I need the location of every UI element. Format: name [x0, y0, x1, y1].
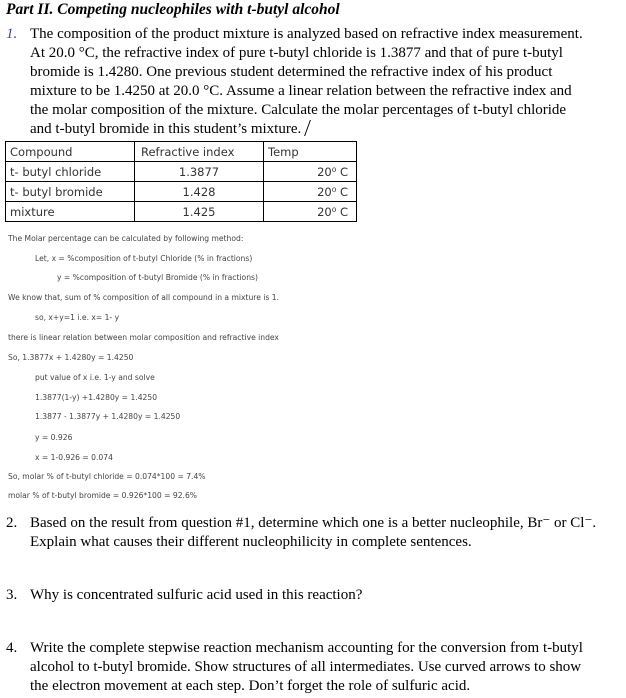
section-title: Part II. Competing nucleophiles with t-butyl alcohol [6, 1, 340, 18]
question-3 [6, 586, 624, 605]
header-cell: Compound [6, 142, 135, 162]
q4-line: the electron movement at each step. Don’t forget the role of sulfuric acid. [30, 678, 471, 694]
solution-line: 1.3877(1-y) +1.4280y = 1.4250 [35, 393, 158, 402]
cell: mixture [6, 202, 135, 222]
q3-line: Why is concentrated sulfuric acid used in this reaction? [30, 587, 363, 603]
question-2 [6, 514, 624, 552]
question-4 [6, 639, 624, 696]
cell: t- butyl chloride [6, 162, 135, 182]
header-cell: Temp [264, 142, 357, 162]
q1-line: The composition of the product mixture is analyzed based on refractive index measurement. [30, 26, 583, 42]
q1-line: bromide is 1.4280. One previous student determined the refractive index of his product [30, 64, 553, 80]
q2-line: Based on the result from question #1, determine which one is a better nucleophile, Br⁻ or Cl⁻. [30, 515, 597, 531]
table-row [6, 162, 357, 182]
q1-line: the molar composition of the mixture. Calculate the molar percentages of t-butyl chloride [30, 102, 567, 118]
cell: 20⁰ C [264, 182, 357, 202]
solution-line: So, molar % of t-butyl chloride = 0.074*100 = 7.4% [8, 472, 206, 481]
q4-line: Write the complete stepwise reaction mechanism accounting for the conversion from t-butyl [30, 640, 583, 656]
solution-line: The Molar percentage can be calculated by following method: [8, 234, 244, 243]
solution-line: Let, x = %composition of t-butyl Chloride (% in fractions) [35, 254, 253, 263]
solution-line: We know that, sum of % composition of all compound in a mixture is 1. [8, 293, 280, 302]
cell: 1.3877 [135, 162, 264, 182]
question-number: 2. [6, 515, 18, 531]
q1-line: At 20.0 °C, the refractive index of pure t-butyl chloride is 1.3877 and that of pure t-butyl [30, 45, 563, 61]
pen-mark [304, 120, 311, 136]
solution-line: molar % of t-butyl bromide = 0.926*100 = 92.6% [8, 491, 198, 500]
solution-line: y = 0.926 [35, 433, 73, 442]
solution-line: x = 1-0.926 = 0.074 [35, 453, 113, 462]
cell: t- butyl bromide [6, 182, 135, 202]
table-row [6, 182, 357, 202]
table-row [6, 202, 357, 222]
refractive-index-table [5, 141, 357, 222]
q2-line: Explain what causes their different nucleophilicity in complete sentences. [30, 534, 472, 550]
question-number: 4. [6, 640, 18, 656]
solution-line: y = %composition of t-butyl Bromide (% in fractions) [57, 273, 258, 282]
table-header-row [6, 142, 357, 162]
solution-line: so, x+y=1 i.e. x= 1- y [35, 313, 120, 322]
header-cell: Refractive index [135, 142, 264, 162]
cell: 20⁰ C [264, 202, 357, 222]
solution-line: So, 1.3877x + 1.4280y = 1.4250 [8, 353, 134, 362]
solution-line: there is linear relation between molar composition and refractive index [8, 333, 279, 342]
cell: 20⁰ C [264, 162, 357, 182]
q1-line: and t-butyl bromide in this student’s mixture. [30, 121, 302, 137]
question-number: 1. [6, 26, 18, 42]
cell: 1.428 [135, 182, 264, 202]
q1-line: mixture to be 1.4250 at 20.0 °C. Assume a linear relation between the refractive index and [30, 83, 572, 99]
question-number: 3. [6, 587, 18, 603]
solution-line: 1.3877 - 1.3877y + 1.4280y = 1.4250 [35, 412, 181, 421]
cell: 1.425 [135, 202, 264, 222]
q4-line: alcohol to t-butyl bromide. Show structures of all intermediates. Use curved arrows to show [30, 659, 582, 675]
solution-line: put value of x i.e. 1-y and solve [35, 373, 155, 382]
question-1 [6, 25, 624, 139]
